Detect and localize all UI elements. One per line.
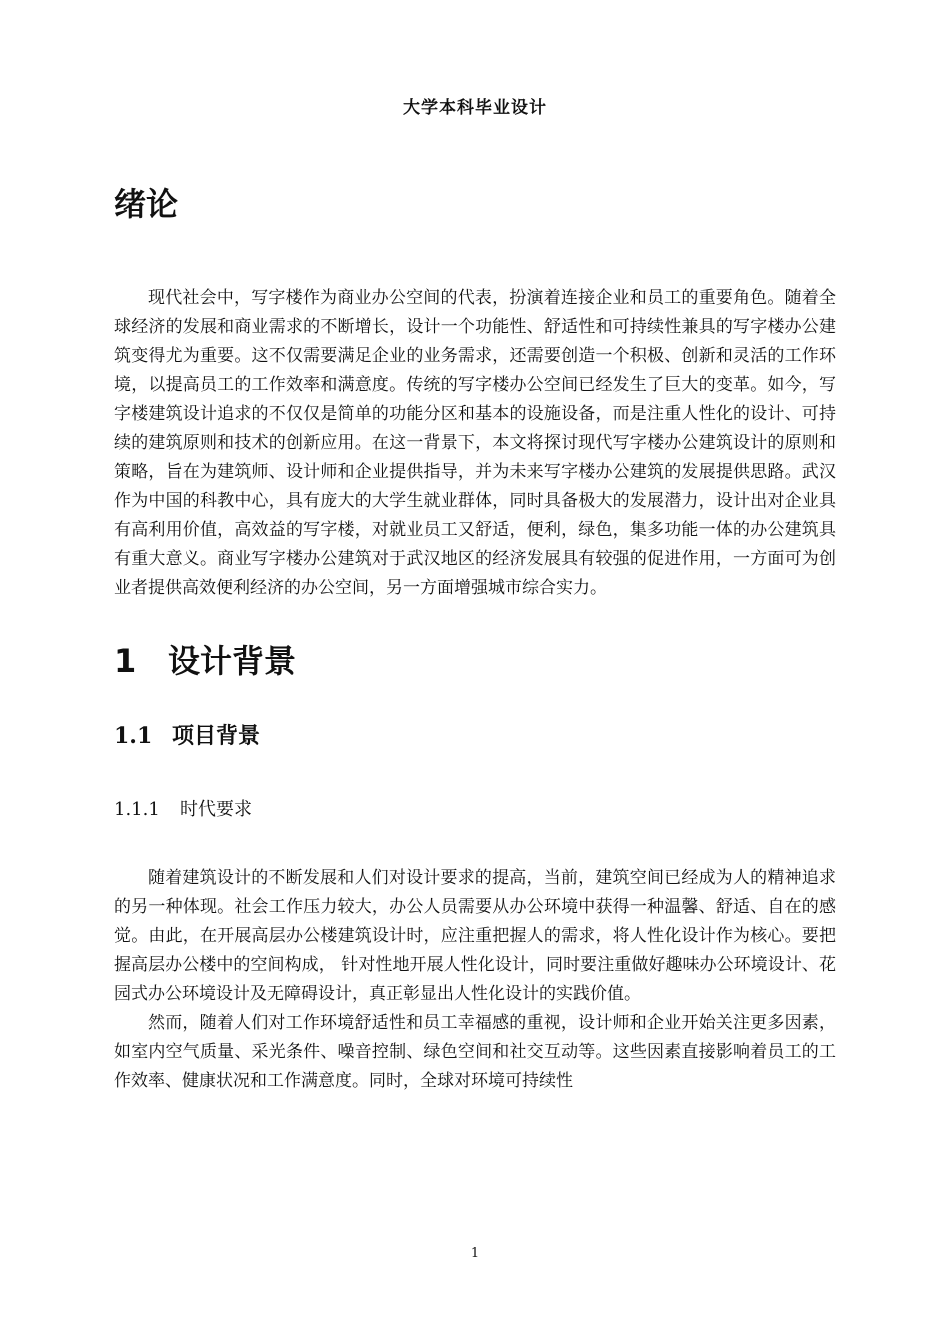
subsection-heading [114,796,836,824]
chapter-number: 1 [114,642,137,680]
subsection-number: 1.1.1 [114,799,160,820]
running-header: 大学本科毕业设计 [403,98,547,118]
intro-heading [114,180,836,228]
section-title: 项目背景 [172,724,261,749]
intro-paragraph: 现代社会中，写字楼作为商业办公空间的代表，扮演着连接企业和员工的重要角色。随着全球经济的发展和商业需求的不断增长，设计一个功能性、舒适性和可持续性兼具的写字楼办公建筑变得尤为重要。这不仅需要满足企业的业务需求，还需要创造一个积极、创新和灵活的工作环境，以提高员工的工作效率和满意度。传统的写字楼办公空间已经发生了巨大的变革。如今，写字楼建筑设计追求的不仅仅是简单的功能分区和基本的设施设备，而是注重人性化的设计、可持续的建筑原则和技术的创新应用。在这一背景下，本文将探讨现代写字楼办公建筑设计的原则和策略，旨在为建筑师、设计师和企业提供指导，并为未来写字楼办公建筑的发展提供思路。武汉作为中国的科教中心，具有庞大的大学生就业群体，同时具备极大的发展潜力，设计出对企业具有高利用价值，高效益的写字楼，对就业员工又舒适，便利，绿色，集多功能一体的办公建筑具有重大意义。商业写字楼办公建筑对于武汉地区的经济发展具有较强的促进作用，一方面可为创业者提供高效便利经济的办公空间，另一方面增强城市综合实力。 [114,288,836,598]
page-body [114,180,836,1096]
page-number: 1 [470,1246,480,1261]
subsection-title: 时代要求 [180,799,252,820]
chapter-heading [114,637,836,685]
body-paragraph: 随着建筑设计的不断发展和人们对设计要求的提高，当前，建筑空间已经成为人的精神追求的另一种体现。社会工作压力较大，办公人员需要从办公环境中获得一种温馨、舒适、自在的感觉。由此，在开展高层办公楼建筑设计时，应注重把握人的需求，将人性化设计作为核心。要把握高层办公楼中的空间构成， 针对性地开展人性化设计，同时要注重做好趣味办公环境设计、花园式办公环境设计及无障碍设计，真正彰显出人性化设计的实践价值。 [114,868,836,1004]
intro-title: 绪论 [114,185,179,223]
body-paragraph: 然而，随着人们对工作环境舒适性和员工幸福感的重视，设计师和企业开始关注更多因素，如室内空气质量、采光条件、噪音控制、绿色空间和社交互动等。这些因素直接影响着员工的工作效率、健康状况和工作满意度。同时，全球对环境可持续性 [114,1013,836,1091]
section-heading [114,719,836,754]
chapter-title: 设计背景 [168,642,297,680]
section-number: 1.1 [114,723,153,749]
